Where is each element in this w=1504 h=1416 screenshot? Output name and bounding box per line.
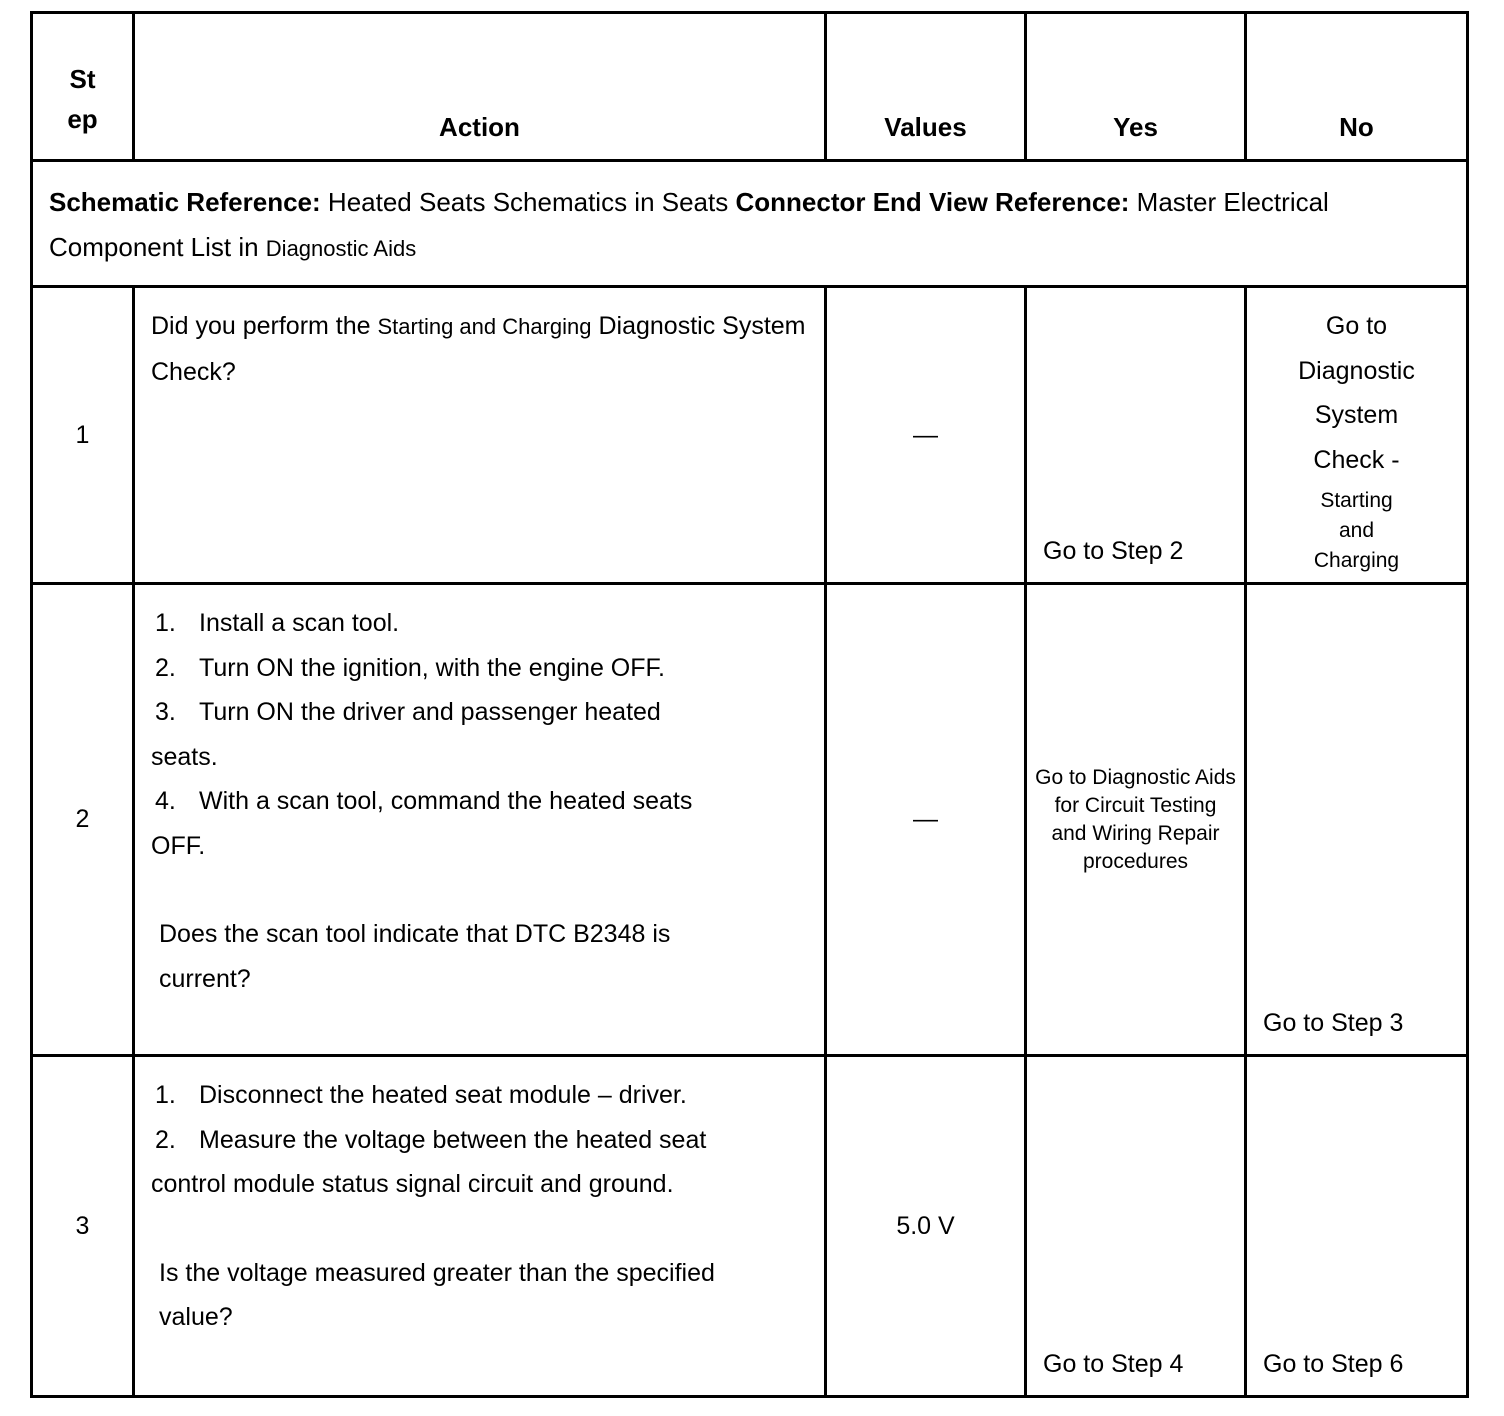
table-row [32,584,1468,1056]
list-text: Turn ON the driver and passenger heated seats. [151,698,661,771]
step-value: — [826,584,1026,1056]
step-yes[interactable]: Go to Step 4 [1026,1056,1246,1397]
step-question: Does the scan tool indicate that DTC B2348 is current? [159,920,671,993]
action-list [151,601,714,868]
list-number: 3. [155,698,176,726]
diagnostic-table [30,11,1469,1398]
step-question: Is the voltage measured greater than the specified value? [159,1258,715,1331]
list-item [151,1118,734,1207]
action-text: Diagnostic System Check? [151,312,806,386]
reference-cell [32,161,1468,287]
list-text: Disconnect the heated seat module – driver. [199,1081,687,1109]
list-text: Turn ON the ignition, with the engine OFF. [199,653,665,682]
action-text: Did you perform the [151,312,371,340]
connector-reference-text: Master Electrical Component List in [49,187,1329,262]
list-number: 1. [155,609,176,637]
reference-row [32,161,1468,287]
list-text: Measure the voltage between the heated seat control module status signal circuit and ground. [151,1125,707,1198]
list-item [151,690,714,779]
list-number: 4. [155,787,176,815]
no-sub-text: Starting and Charging [1313,489,1400,572]
step-action [134,1056,826,1397]
step-no[interactable]: Go to Step 6 [1246,1056,1468,1397]
step-no[interactable] [1246,287,1468,584]
list-number: 2. [155,653,176,682]
step-number: 2 [32,584,134,1056]
header-no: No [1246,13,1468,161]
list-item [151,601,714,646]
step-value: — [826,287,1026,584]
step-action [134,584,826,1056]
no-main-text: Go to Diagnostic System Check - [1298,312,1415,474]
starting-charging-link[interactable]: Starting and Charging [377,314,592,339]
list-item [151,1073,734,1118]
action-list [151,1073,734,1207]
header-values: Values [826,13,1026,161]
schematic-reference-label: Schematic Reference: [49,187,321,217]
connector-reference-label: Connector End View Reference: [735,187,1130,217]
header-yes: Yes [1026,13,1246,161]
list-number: 1. [155,1081,176,1109]
step-number: 3 [32,1056,134,1397]
list-text: With a scan tool, command the heated seats OFF. [151,787,693,860]
step-yes[interactable]: Go to Step 2 [1026,287,1246,584]
header-action: Action [134,13,826,161]
step-value: 5.0 V [826,1056,1026,1397]
step-number: 1 [32,287,134,584]
list-text: Install a scan tool. [199,609,400,637]
list-number: 2. [155,1125,176,1154]
table-row [32,287,1468,584]
schematic-reference-text: Heated Seats Schematics in Seats [327,187,729,217]
step-no[interactable]: Go to Step 3 [1246,584,1468,1056]
table-row [32,1056,1468,1397]
step-yes[interactable]: Go to Diagnostic Aids for Circuit Testing and Wiring Repair procedures [1026,584,1246,1056]
diagnostic-aids-link[interactable]: Diagnostic Aids [265,236,417,261]
header-step: St ep [32,13,134,161]
step-action [134,287,826,584]
list-item [151,779,714,868]
header-row [32,13,1468,161]
list-item [151,646,714,691]
